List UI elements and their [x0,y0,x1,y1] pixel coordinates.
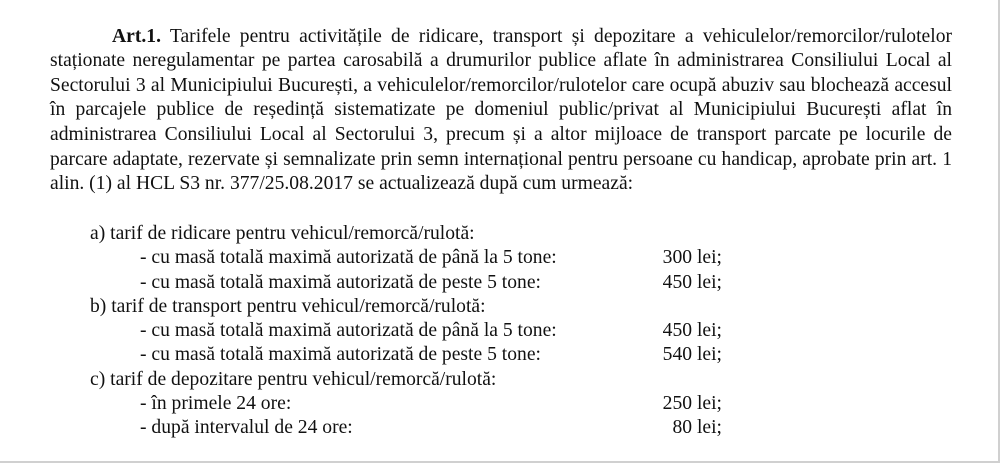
article-label: Art.1. [112,25,161,47]
article-text: Tarifele pentru activitățile de ridicare, transport și depozitare a vehiculelor/remorcilor/rulotelor staționate neregulamentar pe partea carosabilă a drumurilor publice aflate în administrarea Consiliului Local al Sectorului 3 al Municipiului București, a vehiculelor/remorcilor/rulotelor care ocupă abuziv sau blochează accesul în parcajele publice de reședință sistematizate pe domeniul public/privat al Municipiului București aflat în administrarea Consiliului Local al Sectorului 3, precum și a altor mijloace de transport parcate pe locurile de parcare adaptate, rezervate și semnalizate prin semn internațional pentru persoane cu handicap, aprobate prin art. 1 alin. (1) al HCL S3 nr. 377/25.08.2017 se actualizează după cum urmează: [50,25,953,195]
tariff-heading-row [0,296,1000,320]
tariff-item-desc: - cu masă totală maximă autorizată de până la 5 tone: [140,247,557,269]
tariff-item-desc: - cu masă totală maximă autorizată de peste 5 tone: [140,271,541,293]
tariff-item-price: 300 lei; [662,247,722,269]
tariff-item-row [0,393,1000,417]
tariff-item-row [0,272,1000,296]
tariff-heading-row [0,223,1000,247]
tariff-item-desc: - după intervalul de 24 ore: [140,417,353,439]
article-paragraph [50,25,952,197]
tariff-heading-depozitare: c) tarif de depozitare pentru vehicul/remorcă/rulotă: [90,368,497,390]
tariff-item-row [0,247,1000,271]
tariff-item-price: 80 lei; [672,417,722,439]
tariff-item-price: 540 lei; [662,344,722,366]
tariff-item-row [0,417,1000,441]
tariff-list [0,223,1000,442]
tariff-item-row [0,344,1000,368]
tariff-heading-transport: b) tarif de transport pentru vehicul/remorcă/rulotă: [90,295,486,317]
tariff-item-price: 450 lei; [662,271,722,293]
tariff-item-row [0,320,1000,344]
tariff-heading-row [0,369,1000,393]
tariff-item-desc: - în primele 24 ore: [140,393,292,415]
tariff-item-price: 450 lei; [662,320,722,342]
tariff-item-desc: - cu masă totală maximă autorizată de până la 5 tone: [140,320,557,342]
tariff-heading-ridicare: a) tarif de ridicare pentru vehicul/remorcă/rulotă: [90,223,475,244]
tariff-item-desc: - cu masă totală maximă autorizată de peste 5 tone: [140,344,541,366]
tariff-item-price: 250 lei; [662,393,722,415]
